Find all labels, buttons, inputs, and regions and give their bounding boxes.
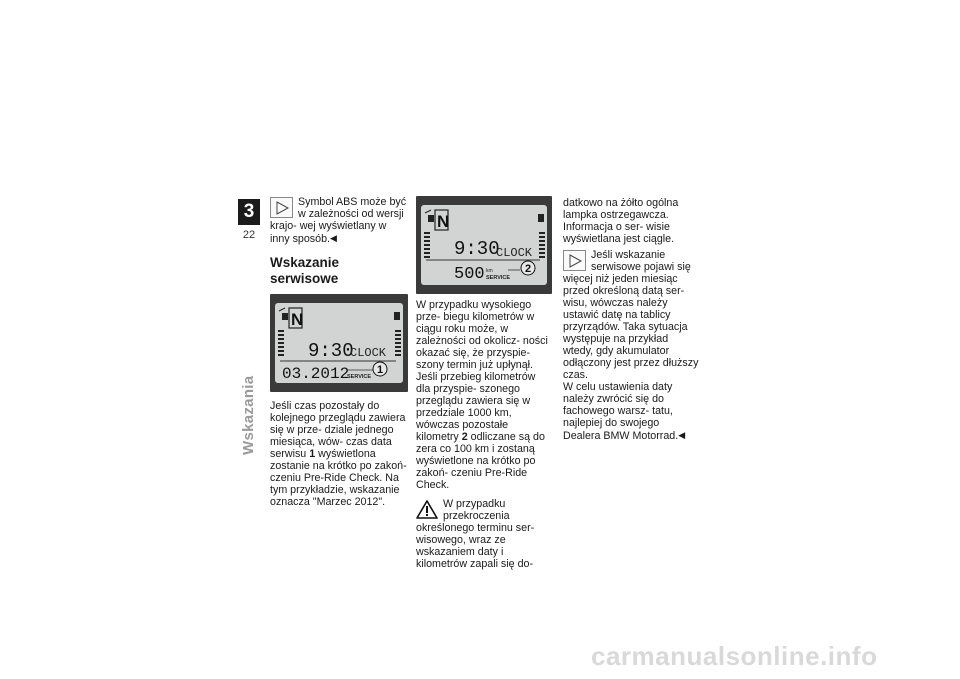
col3-paragraph-2-text: Jeśli wskazanie serwisowe pojawi się więcej niż jeden miesiąc przed określoną datą ser- wisu, wówczas należy ustawić datę na tablicy przyrządów. Taka sytuacja występuje na przykład wtedy, gdy akumulator odłączony jest przez dłuższy czas. bbox=[563, 249, 699, 381]
km-unit: km bbox=[486, 268, 493, 274]
col3-paragraph-3 bbox=[563, 381, 699, 442]
gear-value: N bbox=[437, 212, 450, 231]
col2-paragraph bbox=[416, 299, 552, 491]
col3-paragraph-3-text: W celu ustawienia daty należy zwrócić się do fachowego warsz- tatu, najlepiej do swojego Dealera BMW Motorrad. bbox=[563, 381, 679, 442]
warning-note bbox=[416, 498, 552, 570]
clock-label: CLOCK bbox=[350, 346, 387, 360]
end-mark-icon: ◀ bbox=[330, 233, 337, 243]
clock-label: CLOCK bbox=[496, 246, 533, 260]
gear-indicator-icon bbox=[428, 215, 434, 222]
warning-text: W przypadku przekroczenia określonego terminu ser- wisowego, wraz ze wskazaniem daty i kilometrów zapali się do- bbox=[416, 498, 535, 570]
time-value: 9:30 bbox=[308, 340, 354, 362]
callout-1: 1 bbox=[376, 364, 384, 376]
end-mark-icon: ◀ bbox=[678, 430, 686, 440]
column-2 bbox=[416, 299, 552, 570]
side-title-text: Wskazania bbox=[240, 375, 257, 455]
service-label: SERVICE bbox=[347, 374, 372, 380]
warning-icon bbox=[416, 499, 438, 520]
col1-para-text-a: Jeśli czas pozostały do kolejnego przeglądu zawiera się w prze- dziale jednego miesiąca, wów- czas data serwisu bbox=[270, 400, 406, 460]
abs-note-text: Symbol ABS może być w zależności od wersji krajo- wej wyświetlany w inny sposób. bbox=[270, 196, 407, 245]
col1-paragraph bbox=[270, 400, 408, 508]
col2-para-text-a: W przypadku wysokiego prze- biegu kilometrów w ciągu roku może, w zależności od okolicz- ności okazać się, że przyspie- szony termin już upłynął. Jeśli przebieg kilometrów dla przyspie- szonego przeglądu zawiera się w przedziale 1000 km, wówczas pozostałe kilometry bbox=[416, 299, 548, 443]
fuel-icon bbox=[394, 312, 400, 320]
info-triangle-icon bbox=[563, 250, 586, 271]
callout-2: 2 bbox=[524, 263, 532, 275]
service-km-value: 500 bbox=[454, 265, 485, 284]
service-display-date bbox=[270, 294, 408, 392]
col3-paragraph-1: datkowo na żółto ogólna lampka ostrzegawcza. Informacja o ser- wisie wyświetlana jest ciągle. bbox=[563, 197, 679, 245]
ref-1: 1 bbox=[309, 448, 316, 460]
gear-value: N bbox=[291, 310, 304, 329]
service-label: SERVICE bbox=[486, 275, 511, 281]
section-title: Wskazanie serwisowe bbox=[270, 255, 340, 286]
fuel-icon bbox=[538, 214, 544, 222]
col3-paragraph-2 bbox=[563, 249, 699, 381]
abs-note bbox=[270, 196, 408, 245]
chapter-number: 3 bbox=[238, 199, 260, 225]
column-3 bbox=[563, 197, 699, 442]
gear-indicator-icon bbox=[282, 313, 288, 320]
time-value: 9:30 bbox=[454, 238, 500, 260]
page-number: 22 bbox=[242, 229, 256, 241]
info-triangle-icon bbox=[270, 197, 293, 218]
watermark: carmanualsonline.info bbox=[591, 641, 878, 671]
service-date-value: 03.2012 bbox=[282, 365, 350, 383]
col2-para-text-b: odliczane są do zera co 100 km i zostaną wyświetlone na krótko po zakoń- czeniu Pre-Ride Check. bbox=[416, 431, 545, 491]
side-title bbox=[240, 345, 260, 455]
column-1 bbox=[270, 196, 408, 508]
service-display-km bbox=[416, 196, 552, 294]
ref-2: 2 bbox=[461, 431, 468, 443]
col1-para-text-b: wyświetlona zostanie na krótko po zakoń- czeniu Pre-Ride Check. Na tym przykładzie, wskazanie oznacza "Marzec 2012". bbox=[270, 448, 407, 508]
